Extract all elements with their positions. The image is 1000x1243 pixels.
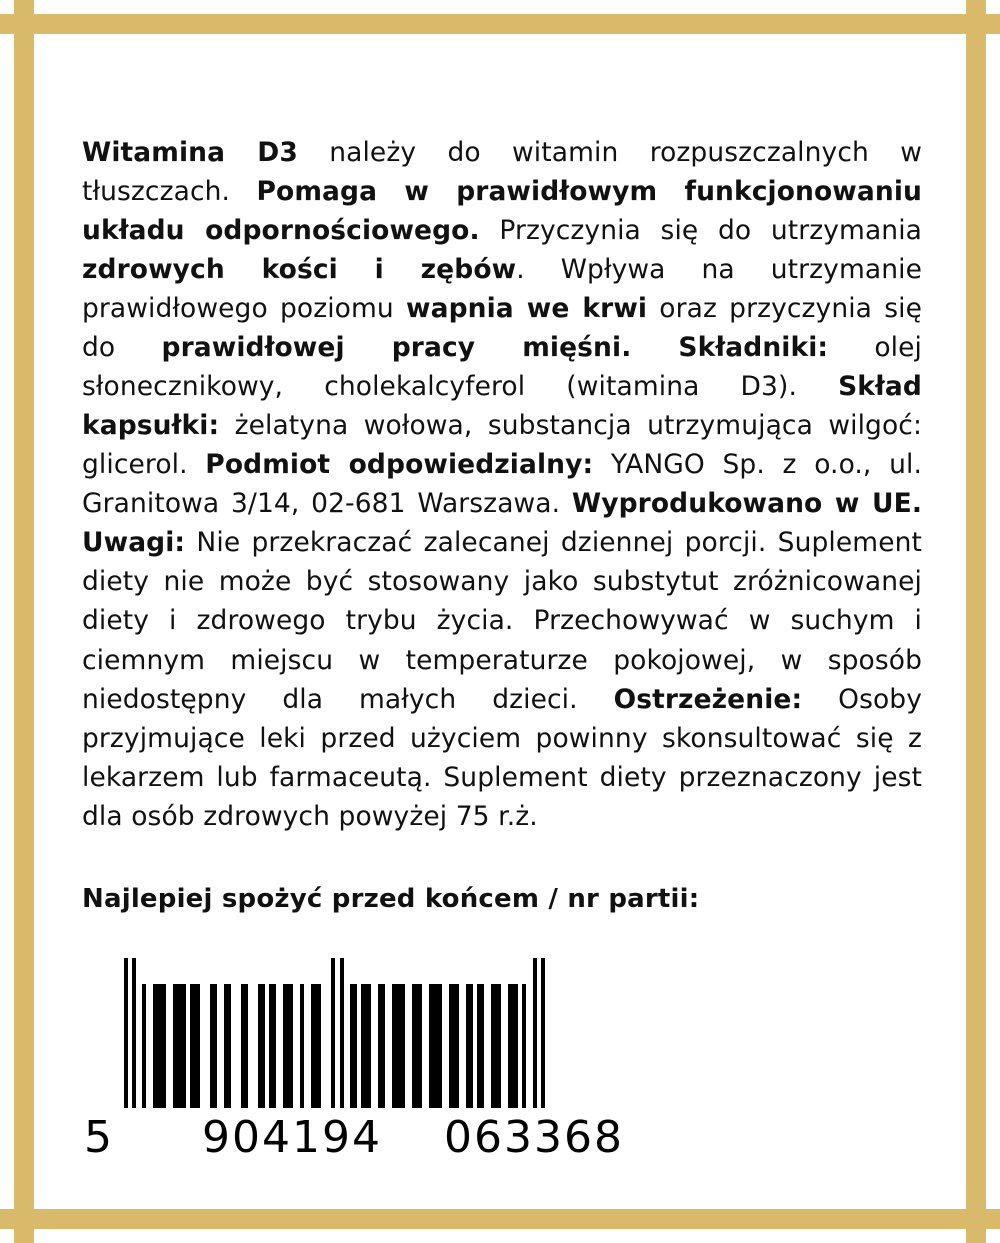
info-segment: Osoby przyjmujące leki przed użyciem powinny skonsultować się z lekarzem lub farmaceutą. Suplement diety przeznaczony jest dla osób zdrowych powyżej 75 r.ż. bbox=[82, 683, 923, 832]
label-inner-panel bbox=[34, 34, 966, 1209]
info-segment-bold: Pomaga w prawidłowym funkcjonowaniu układu odpornościowego. bbox=[82, 175, 922, 246]
barcode-bar bbox=[311, 984, 321, 1108]
barcode-bar bbox=[258, 984, 265, 1108]
best-before-label: Najlepiej spożyć przed końcem / nr partii: bbox=[82, 883, 700, 914]
info-segment-bold: prawidłowej pracy mięśni. Składniki: bbox=[161, 331, 829, 363]
barcode-bar bbox=[533, 958, 537, 1108]
barcode-bar bbox=[429, 984, 442, 1108]
barcode-bar bbox=[522, 984, 526, 1108]
gold-frame-bottom bbox=[0, 1209, 1000, 1229]
info-segment-bold: Ostrzeżenie: bbox=[613, 683, 803, 715]
info-segment-bold: Skład kapsułki: bbox=[82, 370, 922, 442]
barcode-bar bbox=[190, 984, 200, 1108]
barcode-bar bbox=[449, 984, 459, 1108]
gold-frame-right bbox=[966, 0, 986, 1243]
gold-frame-top bbox=[0, 14, 1000, 34]
barcode bbox=[84, 958, 664, 1163]
info-segment: olej słonecznikowy, cholekalcyferol (witamina D3). bbox=[82, 331, 922, 402]
barcode-bar bbox=[491, 984, 501, 1108]
barcode-group-left: 904194 bbox=[202, 1111, 382, 1163]
info-segment-bold: Wyprodukowano w UE. Uwagi: bbox=[82, 488, 922, 559]
barcode-bar bbox=[153, 984, 166, 1108]
barcode-bar bbox=[508, 984, 518, 1108]
barcode-bar bbox=[378, 984, 385, 1108]
barcode-bar bbox=[142, 984, 146, 1108]
barcode-bar bbox=[241, 984, 248, 1108]
barcode-bars bbox=[124, 958, 664, 1108]
info-segment-bold: zdrowych kości i zębów bbox=[82, 253, 517, 285]
info-segment: . Wpływa na utrzymanie prawidłowego poziomu bbox=[82, 253, 922, 324]
info-segment: należy do witamin rozpuszczalnych w tłuszczach. bbox=[82, 136, 922, 207]
info-segment-bold: Witamina D3 bbox=[82, 136, 298, 168]
barcode-bar bbox=[412, 984, 422, 1108]
barcode-bar bbox=[173, 984, 186, 1108]
info-segment: Nie przekraczać zalecanej dziennej porcji. Suplement diety nie może być stosowany jako substytut zróżnicowanej diety i zdrowego trybu życia. Przechowywać w suchym i ciemnym miejscu w temperaturze pokojowej, w sposób niedostępny dla małych dzieci. bbox=[82, 527, 922, 715]
info-segment: YANGO Sp. z o.o., ul. Granitowa 3/14, 02-681 Warszawa. bbox=[82, 449, 922, 520]
barcode-bar bbox=[269, 984, 276, 1108]
info-segment: żelatyna wołowa, substancja utrzymująca wilgoć: glicerol. bbox=[82, 410, 922, 481]
barcode-bar bbox=[541, 958, 545, 1108]
barcode-bar bbox=[361, 984, 371, 1108]
info-segment-bold: wapnia we krwi bbox=[406, 292, 648, 324]
product-information-text bbox=[82, 133, 922, 836]
barcode-bar bbox=[300, 984, 304, 1108]
barcode-bar bbox=[466, 984, 473, 1108]
barcode-bar bbox=[331, 958, 335, 1108]
gold-frame-left bbox=[14, 0, 34, 1243]
info-segment-bold: Podmiot odpowiedzialny: bbox=[205, 449, 594, 481]
barcode-bar bbox=[392, 984, 405, 1108]
info-segment: oraz przyczynia się do bbox=[82, 292, 922, 363]
barcode-bar bbox=[350, 984, 357, 1108]
barcode-lead-digit: 5 bbox=[84, 1111, 114, 1163]
barcode-bar bbox=[340, 958, 344, 1108]
label-content bbox=[82, 106, 923, 1163]
barcode-bar bbox=[210, 984, 217, 1108]
barcode-bar bbox=[477, 984, 484, 1108]
barcode-group-right: 063368 bbox=[444, 1111, 624, 1163]
info-segment: Przyczynia się do utrzymania bbox=[479, 214, 922, 246]
barcode-bar bbox=[224, 984, 231, 1108]
barcode-bar bbox=[124, 958, 128, 1108]
barcode-bar bbox=[283, 984, 293, 1108]
barcode-digits bbox=[84, 1111, 664, 1163]
barcode-bar bbox=[132, 958, 136, 1108]
